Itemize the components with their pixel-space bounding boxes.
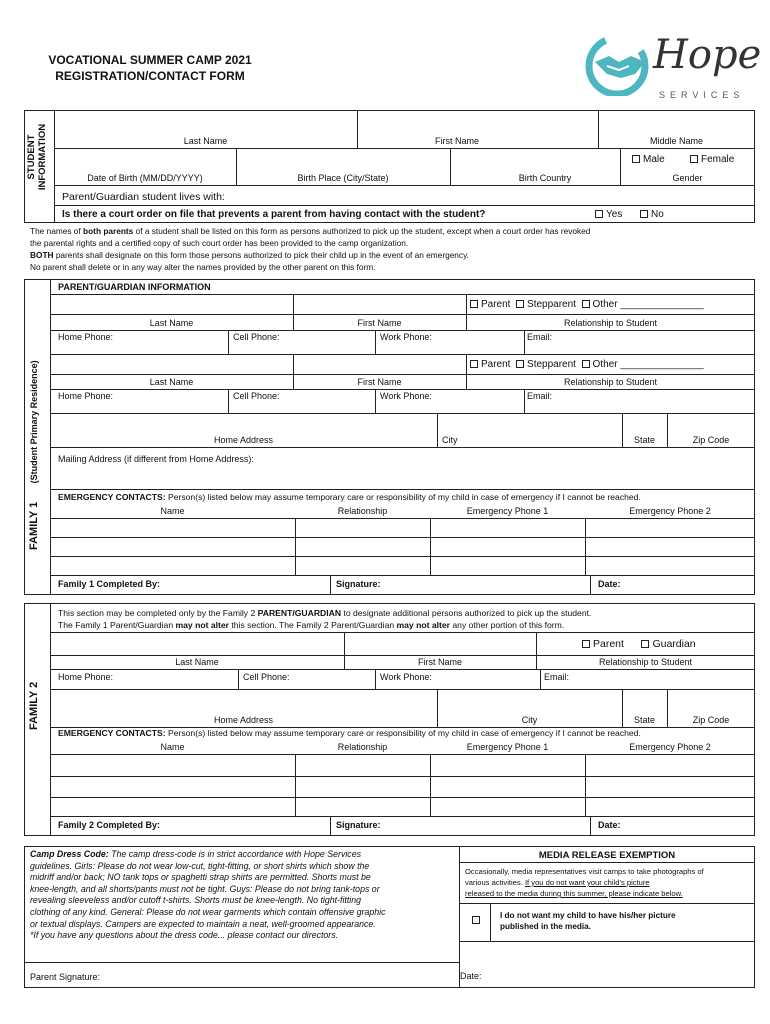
f2-email-label: Email: xyxy=(544,672,570,682)
f1p1-last-name-label: Last Name xyxy=(149,318,194,328)
f1-ec-name-header: Name xyxy=(160,506,185,516)
f2-first-name-label: First Name xyxy=(417,657,462,667)
media-opt-out-checkbox[interactable] xyxy=(472,916,480,924)
f2-ec-relationship-header: Relationship xyxy=(337,742,388,752)
student-info-section xyxy=(24,110,755,223)
parent-signature-label: Parent Signature: xyxy=(30,972,101,982)
court-order-no[interactable]: No xyxy=(640,209,664,220)
f2-cell-phone-label: Cell Phone: xyxy=(243,672,290,682)
family2-side-label: FAMILY 2 xyxy=(28,681,40,730)
yes-checkbox[interactable] xyxy=(595,210,603,218)
lives-with-label: Parent/Guardian student lives with: xyxy=(62,191,225,203)
f2-ec-phone2-header: Emergency Phone 2 xyxy=(629,742,711,752)
f2-ec-name-header: Name xyxy=(160,742,185,752)
f2-relationship-label: Relationship to Student xyxy=(598,657,693,667)
f1p2-cell-phone-label: Cell Phone: xyxy=(233,391,280,401)
f2-home-phone-label: Home Phone: xyxy=(58,672,114,682)
f1-signature-label: Signature: xyxy=(336,579,381,589)
family1-side-label: FAMILY 1 (Student Primary Residence) xyxy=(28,360,40,550)
birth-country-label: Birth Country xyxy=(518,173,572,183)
f2-date-label: Date: xyxy=(598,820,621,830)
f1p2-work-phone-label: Work Phone: xyxy=(380,391,432,401)
form-title xyxy=(20,52,280,84)
first-name-label: First Name xyxy=(434,136,479,146)
f2-zip-label: Zip Code xyxy=(692,715,730,725)
f2-emergency-heading: EMERGENCY CONTACTS: Person(s) listed below may assume temporary care or responsibility of my child in case of emergency if I cannot be reached. xyxy=(58,728,641,738)
family1-heading: PARENT/GUARDIAN INFORMATION xyxy=(58,282,211,292)
f1-zip-label: Zip Code xyxy=(692,435,730,445)
family2-intro: This section may be completed only by the Family 2 PARENT/GUARDIAN to designate additional persons authorized to pick up the student. The Family 1 Parent/Guardian may not alter this section. The Family 2 Parent/Guardian may not alter any other portion of this form. xyxy=(58,608,592,630)
media-release-title: MEDIA RELEASE EXEMPTION xyxy=(538,850,676,861)
f1-state-label: State xyxy=(633,435,655,445)
f2-city-label: City xyxy=(521,715,538,725)
f1p2-email-label: Email: xyxy=(527,391,553,401)
dress-code-text: Camp Dress Code: The camp dress-code is in strict accordance with Hope Services guidelines. Girls: Please do not wear low-cut, tight-fitting, or short shirts which show the midriff and/or back; NO tank tops or spaghetti strap shirts are permitted. Shorts must be knee-length, and all shorts/pants must not be tight. Guys: Please do not bring tank-tops or revealing sleeveless and/or cutoff t-shirts. Shorts must be knee-length. No tight-fitting clothing of any kind. General: Please do not wear garments which contain offensive graphic or textual displays. Campers are expected to maintain a neat, well-groomed appearance. *If you have any questions about the dress code... please contact our directors. xyxy=(30,849,386,941)
court-order-yes[interactable]: Yes xyxy=(595,209,622,220)
student-side-label: STUDENT INFORMATION xyxy=(26,123,48,191)
f1p1-parent-checkbox[interactable] xyxy=(470,300,478,308)
media-opt-out-label: I do not want my child to have his/her picture published in the media. xyxy=(500,911,676,931)
f1p1-type-options: Parent Stepparent Other _______________ xyxy=(470,299,704,310)
f2-home-address-label: Home Address xyxy=(213,715,274,725)
form-title-line2: REGISTRATION/CONTACT FORM xyxy=(55,69,245,83)
f1p2-parent-checkbox[interactable] xyxy=(470,360,478,368)
f2-guardian-checkbox[interactable] xyxy=(641,640,649,648)
f1p2-relationship-label: Relationship to Student xyxy=(563,377,658,387)
f2-type-options: Parent Guardian xyxy=(582,638,696,650)
gender-female-option[interactable]: Female xyxy=(690,154,734,165)
f2-last-name-label: Last Name xyxy=(175,657,219,667)
middle-name-label: Middle Name xyxy=(649,136,704,146)
last-name-label: Last Name xyxy=(183,136,228,146)
f1p1-other-checkbox[interactable] xyxy=(582,300,590,308)
gender-male-option[interactable]: Male xyxy=(632,154,665,165)
f1-city-label: City xyxy=(442,435,458,445)
f1-ec-phone2-header: Emergency Phone 2 xyxy=(629,506,711,516)
f1p1-relationship-label: Relationship to Student xyxy=(563,318,658,328)
female-checkbox[interactable] xyxy=(690,155,698,163)
gender-label: Gender xyxy=(672,173,703,183)
male-checkbox[interactable] xyxy=(632,155,640,163)
f1-home-address-label: Home Address xyxy=(213,435,274,445)
f1-ec-relationship-header: Relationship xyxy=(337,506,388,516)
f1p2-stepparent-checkbox[interactable] xyxy=(516,360,524,368)
handshake-icon xyxy=(585,34,655,96)
f2-work-phone-label: Work Phone: xyxy=(380,672,432,682)
media-release-text: Occasionally, media representatives visit camps to take photographs of various activities. If you do not want your child's picture released to the media during this summer, please indicate below. xyxy=(465,867,704,898)
logo-sub: SERVICES xyxy=(659,90,745,100)
f1p2-first-name-label: First Name xyxy=(357,377,402,387)
birth-place-label: Birth Place (City/State) xyxy=(297,173,389,183)
f2-state-label: State xyxy=(633,715,655,725)
f1p1-work-phone-label: Work Phone: xyxy=(380,332,432,342)
f1-date-label: Date: xyxy=(598,579,621,589)
f1p2-home-phone-label: Home Phone: xyxy=(58,391,114,401)
f1p2-other-checkbox[interactable] xyxy=(582,360,590,368)
f1p1-first-name-label: First Name xyxy=(357,318,402,328)
f1-completed-by-label: Family 1 Completed By: xyxy=(58,579,161,589)
f1p1-cell-phone-label: Cell Phone: xyxy=(233,332,280,342)
f2-completed-by-label: Family 2 Completed By: xyxy=(58,820,161,830)
footer-date-label: Date: xyxy=(460,971,482,981)
f1-ec-phone1-header: Emergency Phone 1 xyxy=(466,506,549,516)
parent-notice: The names of both parents of a student shall be listed on this form as persons authorized to pick up the student, except when a court order has revoked the parental rights and a certified copy of such court order has been provided to the camp organization. BOTH parents shall designate on this form those persons authorized to pick their child up in the event of an emergency. No parent shall delete or in any way alter the names provided by the other parent on this form. xyxy=(30,226,591,272)
f1p1-home-phone-label: Home Phone: xyxy=(58,332,114,342)
no-checkbox[interactable] xyxy=(640,210,648,218)
form-title-line1: VOCATIONAL SUMMER CAMP 2021 xyxy=(48,53,252,67)
logo-word: Hope xyxy=(653,32,762,78)
f2-ec-phone1-header: Emergency Phone 1 xyxy=(466,742,549,752)
f1-emergency-heading: EMERGENCY CONTACTS: Person(s) listed below may assume temporary care or responsibility of my child in case of emergency if I cannot be reached. xyxy=(58,492,641,502)
dob-label: Date of Birth (MM/DD/YYYY) xyxy=(87,173,203,183)
f1p2-last-name-label: Last Name xyxy=(149,377,194,387)
f1p2-type-options: Parent Stepparent Other _______________ xyxy=(470,359,704,370)
f1-mailing-label: Mailing Address (if different from Home Address): xyxy=(58,454,254,464)
court-order-question: Is there a court order on file that prevents a parent from having contact with the student? xyxy=(62,209,486,220)
f1p1-email-label: Email: xyxy=(527,332,553,342)
f2-signature-label: Signature: xyxy=(336,820,381,830)
f1p1-stepparent-checkbox[interactable] xyxy=(516,300,524,308)
f2-parent-checkbox[interactable] xyxy=(582,640,590,648)
hope-services-logo xyxy=(585,30,762,100)
